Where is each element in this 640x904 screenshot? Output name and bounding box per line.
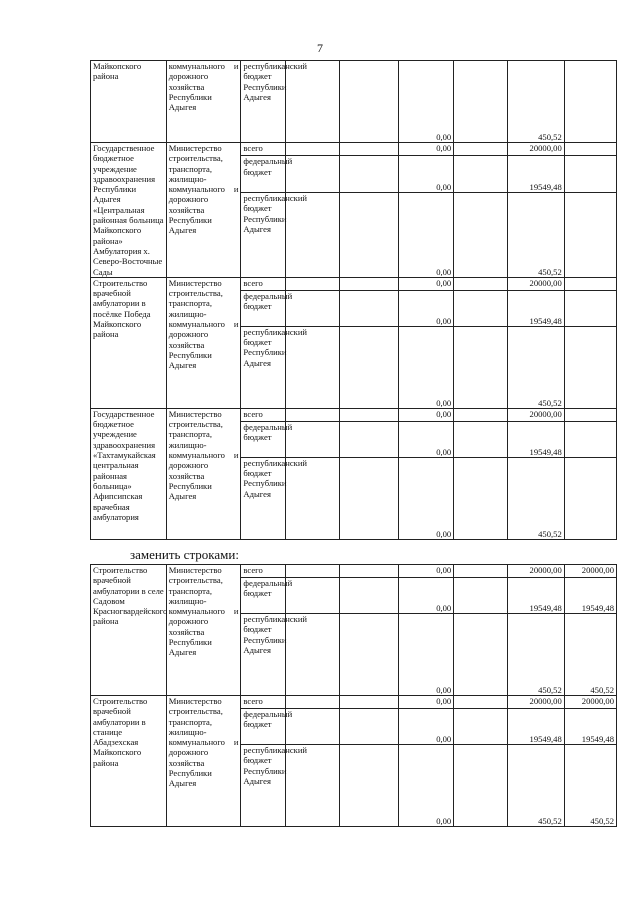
funding-source: республиканский бюджет Республики Адыгея [241,457,286,539]
value-cell: 20000,00 [508,408,564,421]
object-name: Государственное бюджетное учреждение здравоохранения Республики Адыгея «Центральная районная больница Майкопского района» Амбулатория х. Северо-Восточные Сады [91,143,167,278]
value-cell: 0,00 [398,61,453,143]
value-cell: 19549,48 [508,578,564,614]
value-cell: 0,00 [398,290,453,326]
value-cell: 450,52 [508,745,564,827]
value-cell: 0,00 [398,156,453,193]
value-cell: 19549,48 [508,156,564,193]
funding-source: всего [241,277,286,290]
value-cell: 450,52 [508,457,564,539]
object-name: Государственное бюджетное учреждение здравоохранения «Тахтамукайская центральная районная больница» Афипсипская врачебная амбулатория [91,408,167,539]
value-cell: 450,52 [564,614,616,696]
table-row [91,61,617,143]
funding-source: федеральный бюджет [241,578,286,614]
responsible-executor: Министерство строительства, транспорта, жилищно-коммунального и дорожного хозяйства Республики Адыгея [166,277,241,408]
value-cell: 0,00 [398,277,453,290]
funding-source: республиканский бюджет Республики Адыгея [241,745,286,827]
funding-source: всего [241,565,286,578]
object-name: Строительство врачебной амбулатории в станице Абадзехская Майкопского района [91,696,167,827]
value-cell: 0,00 [398,578,453,614]
funding-source: республиканский бюджет Республики Адыгея [241,614,286,696]
page-number: 7 [317,41,323,55]
funding-source: федеральный бюджет [241,156,286,193]
responsible-executor: Министерство строительства, транспорта, жилищно-коммунального и дорожного хозяйства Республики Адыгея [166,696,241,827]
object-name: Строительство врачебной амбулатории в селе Садовом Красногвардейского района [91,565,167,696]
value-cell: 20000,00 [564,696,616,709]
value-cell: 0,00 [398,696,453,709]
table-row [91,408,617,421]
value-cell: 20000,00 [508,143,564,156]
value-cell: 19549,48 [564,709,616,745]
budget-table-replacement [90,564,617,827]
value-cell: 19549,48 [508,421,564,457]
value-cell: 0,00 [398,457,453,539]
funding-source: федеральный бюджет [241,421,286,457]
funding-source: республиканский бюджет Республики Адыгея [241,193,286,278]
value-cell: 19549,48 [508,290,564,326]
responsible-executor: Министерство строительства, транспорта, жилищно-коммунального и дорожного хозяйства Республики Адыгея [166,565,241,696]
value-cell: 450,52 [508,614,564,696]
value-cell: 0,00 [398,614,453,696]
value-cell: 20000,00 [508,565,564,578]
replace-instruction: заменить строками: [130,547,239,562]
funding-source: федеральный бюджет [241,709,286,745]
funding-source: республиканский бюджет Республики Адыгея [241,326,286,408]
table-row [91,277,617,290]
funding-source: всего [241,408,286,421]
responsible-executor: Министерство строительства, транспорта, жилищно-коммунального и дорожного хозяйства Республики Адыгея [166,143,241,278]
value-cell: 450,52 [508,61,564,143]
table-row [91,696,617,709]
responsible-executor: коммунального и дорожного хозяйства Республики Адыгея [166,61,241,143]
value-cell: 0,00 [398,565,453,578]
value-cell: 450,52 [508,326,564,408]
value-cell: 19549,48 [508,709,564,745]
value-cell: 20000,00 [564,565,616,578]
value-cell: 0,00 [398,326,453,408]
funding-source: федеральный бюджет [241,290,286,326]
object-name: Строительство врачебной амбулатории в посёлке Победа Майкопского района [91,277,167,408]
value-cell: 0,00 [398,745,453,827]
value-cell: 0,00 [398,143,453,156]
budget-table-original [90,60,617,540]
value-cell: 0,00 [398,193,453,278]
value-cell: 0,00 [398,408,453,421]
value-cell: 450,52 [508,193,564,278]
value-cell: 0,00 [398,421,453,457]
funding-source: республиканский бюджет Республики Адыгея [241,61,286,143]
table-row [91,565,617,578]
value-cell: 450,52 [564,745,616,827]
value-cell: 19549,48 [564,578,616,614]
funding-source: всего [241,696,286,709]
value-cell: 20000,00 [508,277,564,290]
value-cell: 0,00 [398,709,453,745]
table-row [91,143,617,156]
responsible-executor: Министерство строительства, транспорта, жилищно-коммунального и дорожного хозяйства Республики Адыгея [166,408,241,539]
object-name: Майкопского района [91,61,167,143]
funding-source: всего [241,143,286,156]
value-cell: 20000,00 [508,696,564,709]
